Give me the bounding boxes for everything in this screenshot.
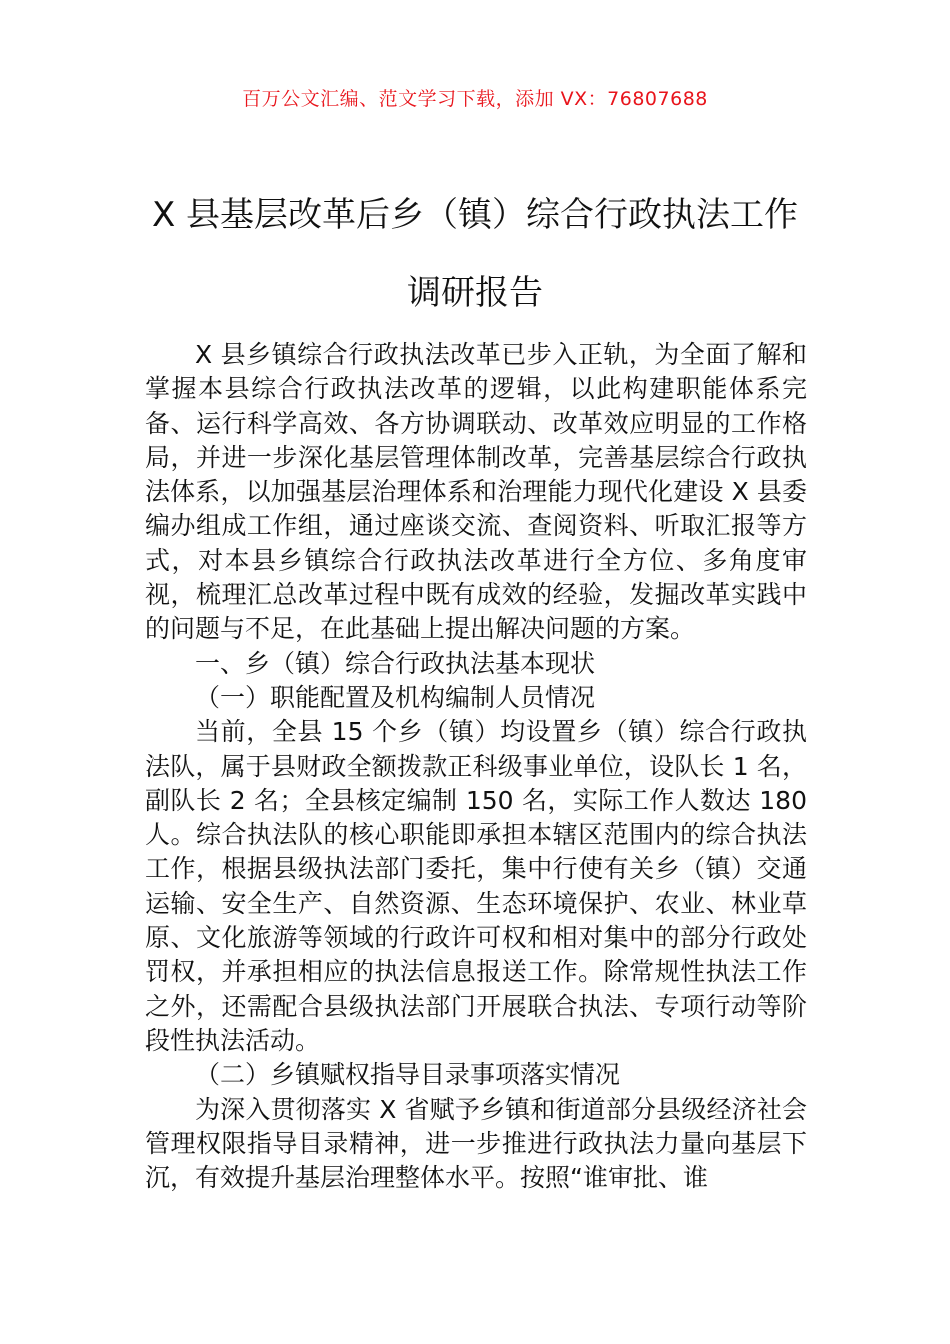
section-heading-1: 一、乡（镇）综合行政执法基本现状 [195,648,596,678]
document-title: X 县基层改革后乡（镇）综合行政执法工作调研报告 [151,195,799,313]
body-paragraph: 当前，全县 15 个乡（镇）均设置乡（镇）综合行政执法队，属于县财政全额拨款正科级事业单位，设队长 1 名，副队长 2 名；全县核定编制 150 名，实际工作人数达 180 人。综合执法队的核心职能即承担本辖区范围内的综合执法工作，根据县级执法部门委托，集中行使有关乡（镇）交通运输、安全生产、自然资源、生态环境保护、农业、林业草原、文化旅游等领域的行政许可权和相对集中的部分行政处罚权，并承担相应的执法信息报送工作。除常规性执法工作之外，还需配合县级执法部门开展联合执法、专项行动等阶段性执法活动。 [145,717,807,1055]
subsection-heading-1: （一）职能配置及机构编制人员情况 [195,682,596,712]
document-body [145,338,807,1195]
intro-paragraph: X 县乡镇综合行政执法改革已步入正轨，为全面了解和掌握本县综合行政执法改革的逻辑，以此构建职能体系完备、运行科学高效、各方协调联动、改革效应明显的工作格局，并进一步深化基层管理体制改革，完善基层综合行政执法体系，以加强基层治理体系和治理能力现代化建设 X 县委编办组成工作组，通过座谈交流、查阅资料、听取汇报等方式，对本县乡镇综合行政执法改革进行全方位、多角度审视，梳理汇总改革过程中既有成效的经验，发掘改革实践中的问题与不足，在此基础上提出解决问题的方案。 [145,340,807,644]
promo-banner: 百万公文汇编、范文学习下载，添加 VX：76807688 [242,88,708,110]
subsection-heading-2: （二）乡镇赋权指导目录事项落实情况 [195,1060,621,1090]
body-paragraph: 为深入贯彻落实 X 省赋予乡镇和街道部分县级经济社会管理权限指导目录精神，进一步推进行政执法力量向基层下沉，有效提升基层治理整体水平。按照“谁审批、谁 [145,1094,807,1193]
